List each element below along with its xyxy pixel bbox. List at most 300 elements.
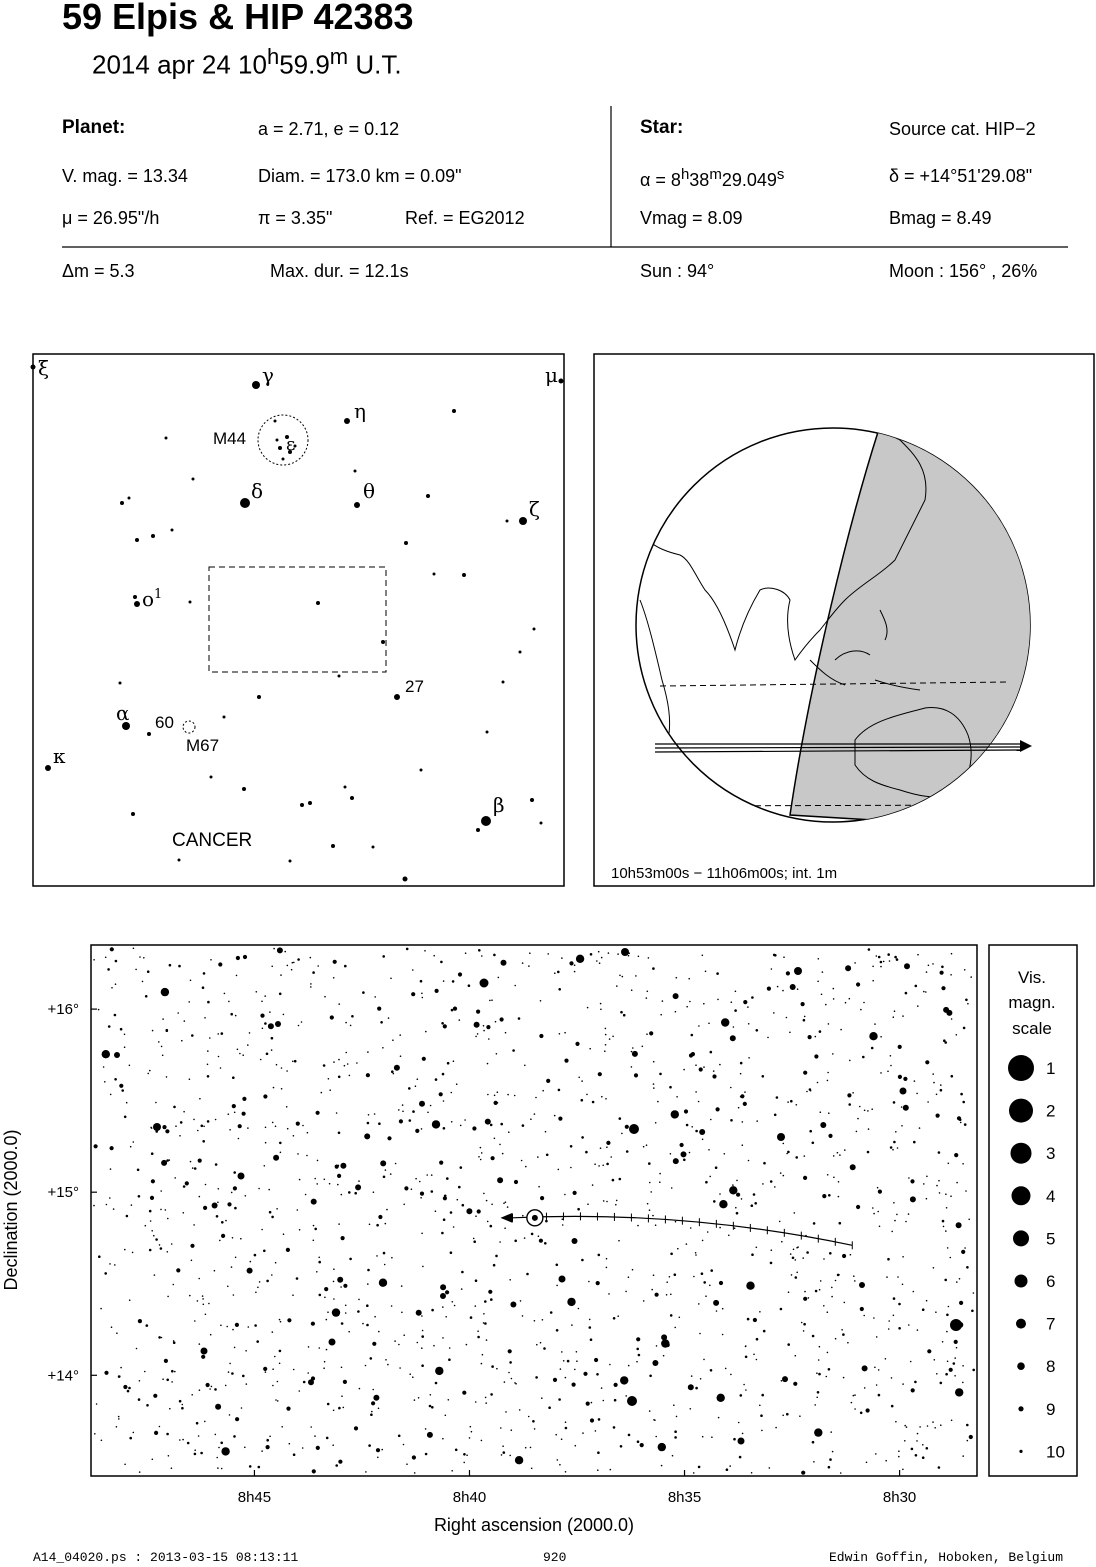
background-star <box>425 1453 428 1456</box>
background-star <box>957 1116 961 1120</box>
background-star <box>708 1023 710 1025</box>
background-star <box>634 1073 638 1077</box>
background-star <box>316 1111 320 1115</box>
background-star <box>598 1165 600 1167</box>
background-star <box>314 1228 317 1231</box>
background-star <box>435 1382 438 1385</box>
background-star <box>232 1329 234 1331</box>
background-star <box>271 1037 274 1040</box>
background-star <box>910 1179 914 1183</box>
background-star <box>710 1051 713 1054</box>
background-star <box>583 1372 587 1376</box>
background-star <box>392 1039 394 1041</box>
background-star <box>818 1429 820 1431</box>
background-star <box>965 1190 967 1192</box>
background-star <box>161 1337 163 1339</box>
background-star <box>783 1143 785 1145</box>
background-star <box>496 1368 498 1370</box>
background-star <box>337 1184 339 1186</box>
background-star <box>366 1304 369 1307</box>
background-star <box>818 1373 821 1376</box>
background-star <box>160 1209 162 1211</box>
background-star <box>729 1186 737 1194</box>
background-star <box>293 962 295 964</box>
background-star <box>370 1357 373 1360</box>
background-star <box>421 1347 423 1349</box>
legend-title-line-3: scale <box>1012 1019 1052 1038</box>
x-tick-label: 8h40 <box>452 1489 487 1506</box>
background-star <box>292 1294 294 1296</box>
background-star <box>569 961 573 965</box>
background-star <box>847 1093 851 1097</box>
track-direction-arrow <box>1020 740 1032 752</box>
background-star <box>138 1319 142 1323</box>
background-star <box>201 1125 204 1128</box>
background-star <box>382 1047 384 1049</box>
background-star <box>486 1339 488 1341</box>
legend-label: 10 <box>1046 1442 1065 1462</box>
background-star <box>113 1208 115 1210</box>
background-star <box>528 1416 530 1418</box>
background-star <box>283 1233 285 1235</box>
background-star <box>341 1395 343 1397</box>
background-star <box>338 1132 341 1135</box>
background-star <box>121 1089 124 1092</box>
background-star <box>258 1188 260 1190</box>
background-star <box>279 1350 282 1353</box>
background-star <box>225 1385 227 1387</box>
background-star <box>897 1147 899 1149</box>
background-star <box>867 1110 869 1112</box>
background-star <box>666 1294 668 1296</box>
background-star <box>217 1033 219 1035</box>
background-star <box>483 1193 485 1195</box>
background-star <box>820 1122 826 1128</box>
background-star <box>934 1427 936 1429</box>
background-star <box>394 1340 396 1342</box>
background-star <box>420 1197 422 1199</box>
background-star <box>647 991 649 993</box>
background-star <box>261 1229 263 1231</box>
background-star <box>614 1383 618 1387</box>
background-star <box>964 969 966 971</box>
background-star <box>149 1210 152 1213</box>
background-star <box>538 1235 540 1237</box>
background-star <box>124 1249 126 1251</box>
background-star <box>126 1215 129 1218</box>
background-star <box>560 1368 562 1370</box>
finder-star <box>133 595 137 599</box>
background-star <box>743 1000 747 1004</box>
background-star <box>183 1111 185 1113</box>
background-star <box>204 1421 206 1423</box>
background-star <box>431 1309 434 1312</box>
background-star <box>341 1367 343 1369</box>
background-star <box>868 948 871 951</box>
background-star <box>453 1226 455 1228</box>
background-star <box>565 1427 568 1430</box>
background-star <box>603 1200 605 1202</box>
planet-vmag: V. mag. = 13.34 <box>62 166 188 186</box>
background-star <box>370 1413 373 1416</box>
background-star <box>226 1326 228 1328</box>
background-star <box>303 1381 306 1384</box>
label-zeta: ζ <box>529 497 540 521</box>
background-star <box>372 1389 374 1391</box>
background-star <box>137 1169 140 1172</box>
background-star <box>454 1305 456 1307</box>
background-star <box>925 1060 929 1064</box>
background-star <box>564 1032 566 1034</box>
background-star <box>323 1367 325 1369</box>
background-star <box>969 1435 973 1439</box>
background-star <box>613 1317 616 1320</box>
background-star <box>188 1001 190 1003</box>
background-star <box>680 1143 684 1147</box>
background-star <box>578 1308 580 1310</box>
background-star <box>277 947 283 953</box>
background-star <box>770 1262 773 1265</box>
legend-dot <box>1011 1143 1032 1164</box>
background-star <box>739 1456 742 1459</box>
background-star <box>831 1287 833 1289</box>
background-star <box>722 1308 724 1310</box>
finder-star <box>308 801 312 805</box>
background-star <box>366 1073 370 1077</box>
background-star <box>691 1126 693 1128</box>
background-star <box>652 967 655 970</box>
background-star <box>440 961 443 964</box>
background-star <box>845 965 851 971</box>
background-star <box>120 1028 123 1031</box>
background-star <box>219 1240 221 1242</box>
background-star <box>235 1417 239 1421</box>
background-star <box>759 1405 761 1407</box>
background-star <box>616 985 618 987</box>
detail-axes <box>48 1001 917 1506</box>
background-star <box>717 999 719 1001</box>
background-star <box>426 1174 428 1176</box>
background-star <box>893 1315 895 1317</box>
background-star <box>702 1139 704 1141</box>
background-star <box>231 1372 234 1375</box>
background-star <box>954 1375 956 1377</box>
background-star <box>153 1235 155 1237</box>
background-star <box>652 1215 654 1217</box>
background-star <box>451 1121 453 1123</box>
finder-star <box>151 534 155 538</box>
finder-frame <box>33 354 564 886</box>
background-star <box>228 1113 230 1115</box>
background-star <box>118 1416 120 1418</box>
background-star <box>220 1067 222 1069</box>
label-eta: η <box>354 399 366 423</box>
background-star <box>759 1311 761 1313</box>
background-star <box>129 1065 131 1067</box>
background-star <box>951 1075 954 1078</box>
background-star <box>368 1444 371 1447</box>
background-star <box>124 1116 127 1119</box>
background-star <box>738 1107 740 1109</box>
background-star <box>676 1096 678 1098</box>
y-tick-label: +14° <box>47 1367 79 1385</box>
background-star <box>559 1464 561 1466</box>
finder-star <box>242 787 246 791</box>
background-star <box>286 1106 288 1108</box>
background-star <box>481 1152 483 1154</box>
background-star <box>941 966 944 969</box>
background-star <box>799 1415 801 1417</box>
background-star <box>887 1258 890 1261</box>
background-star <box>524 1237 526 1239</box>
background-star <box>412 969 414 971</box>
background-star <box>659 1173 661 1175</box>
background-star <box>959 1224 961 1226</box>
finder-star <box>344 418 350 424</box>
background-star <box>238 1124 242 1128</box>
background-star <box>143 957 145 959</box>
background-star <box>215 1163 218 1166</box>
background-star <box>458 1186 461 1189</box>
finder-star <box>433 573 436 576</box>
background-star <box>653 1083 655 1085</box>
background-star <box>483 1025 485 1027</box>
background-star <box>171 1381 173 1383</box>
finder-star <box>420 769 423 772</box>
background-star <box>364 1133 370 1139</box>
background-star <box>116 1332 118 1334</box>
background-star <box>477 1336 480 1339</box>
background-star <box>447 1062 450 1065</box>
background-star <box>594 1163 596 1165</box>
background-star <box>703 1281 706 1284</box>
background-star <box>786 971 790 975</box>
background-star <box>597 1451 600 1454</box>
background-star <box>932 1421 934 1423</box>
background-star <box>594 1358 598 1362</box>
background-star <box>860 1307 864 1311</box>
background-star <box>612 1179 615 1182</box>
background-star <box>559 1033 561 1035</box>
background-star <box>281 1426 283 1428</box>
background-star <box>820 1111 822 1113</box>
background-star <box>286 1070 288 1072</box>
background-star <box>385 1359 387 1361</box>
background-star <box>956 1034 958 1036</box>
background-star <box>486 1200 488 1202</box>
background-star <box>422 1330 424 1332</box>
background-star <box>173 1341 176 1344</box>
background-star <box>457 1199 459 1201</box>
background-star <box>857 1118 859 1120</box>
background-star <box>640 1443 644 1447</box>
background-star <box>948 1306 950 1308</box>
background-star <box>477 1330 479 1332</box>
background-star <box>378 1408 380 1410</box>
background-star <box>158 1041 160 1043</box>
background-star <box>689 1152 691 1154</box>
background-star <box>589 1048 591 1050</box>
background-star <box>943 1226 945 1228</box>
background-star <box>384 1264 386 1266</box>
background-star <box>341 1236 345 1240</box>
legend-dot <box>1019 1450 1022 1453</box>
background-star <box>297 1153 299 1155</box>
background-star <box>649 1031 653 1035</box>
background-star <box>716 1310 718 1312</box>
background-star <box>898 1045 902 1049</box>
background-star <box>926 1300 928 1302</box>
background-star <box>818 958 820 960</box>
background-star <box>827 1311 829 1313</box>
background-star <box>450 1251 453 1254</box>
background-star <box>653 1419 655 1421</box>
background-star <box>403 1334 405 1336</box>
background-star <box>789 1032 791 1034</box>
finder-star <box>240 498 250 508</box>
background-star <box>477 1209 481 1213</box>
background-star <box>887 1071 889 1073</box>
background-star <box>111 1326 113 1328</box>
background-star <box>344 965 347 968</box>
background-star <box>788 1291 790 1293</box>
background-star <box>840 1029 842 1031</box>
background-star <box>328 1078 330 1080</box>
background-star <box>809 1088 812 1091</box>
background-star <box>367 1269 370 1272</box>
background-star <box>950 974 952 976</box>
background-star <box>710 1369 713 1372</box>
background-star <box>171 1467 173 1469</box>
background-star <box>500 1123 503 1126</box>
background-star <box>494 1101 498 1105</box>
background-star <box>337 1174 341 1178</box>
background-star <box>306 1155 308 1157</box>
background-star <box>605 1028 607 1030</box>
background-star <box>266 1053 269 1056</box>
background-star <box>878 1369 880 1371</box>
legend-label: 1 <box>1046 1059 1056 1078</box>
background-star <box>835 1338 837 1340</box>
background-star <box>507 1206 509 1208</box>
background-star <box>875 1453 877 1455</box>
background-star <box>221 1234 225 1238</box>
background-star <box>561 1351 563 1353</box>
background-star <box>863 1002 865 1004</box>
legend-dot <box>1009 1099 1033 1123</box>
background-star <box>343 1407 345 1409</box>
background-star <box>228 1371 230 1373</box>
background-star <box>265 1127 267 1129</box>
background-star <box>620 1011 623 1014</box>
background-star <box>819 1346 821 1348</box>
background-star <box>341 1194 343 1196</box>
background-star <box>333 1061 335 1063</box>
background-star <box>367 1051 369 1053</box>
background-star <box>350 1025 352 1027</box>
finder-star <box>189 601 192 604</box>
background-star <box>606 1163 609 1166</box>
background-star <box>787 1151 790 1154</box>
globe-caption: 10h53m00s − 11h06m00s; int. 1m <box>611 865 838 882</box>
background-star <box>944 1041 947 1044</box>
background-star <box>790 1253 792 1255</box>
background-star <box>845 1002 847 1004</box>
bright-star <box>201 1348 208 1355</box>
background-star <box>261 1001 263 1003</box>
background-star <box>927 1349 931 1353</box>
background-star <box>269 1211 272 1214</box>
background-star <box>216 1457 218 1459</box>
background-star <box>126 1102 128 1104</box>
background-star <box>203 1206 207 1210</box>
background-star <box>310 986 312 988</box>
background-star <box>302 1125 304 1127</box>
background-star <box>852 1092 854 1094</box>
background-star <box>902 1015 904 1017</box>
background-star <box>258 1466 261 1469</box>
background-star <box>557 971 560 974</box>
background-star <box>202 1295 204 1297</box>
planet-motion: μ = 26.95"/h <box>62 208 160 228</box>
background-star <box>233 1294 235 1296</box>
background-star <box>541 1397 543 1399</box>
background-star <box>368 1114 370 1116</box>
star-dec: δ = +14°51'29.08" <box>889 166 1033 186</box>
background-star <box>684 1109 688 1113</box>
background-star <box>190 1161 192 1163</box>
background-star <box>461 1271 464 1274</box>
background-star <box>497 1177 503 1183</box>
background-star <box>816 1372 818 1374</box>
background-star <box>495 1021 497 1023</box>
background-star <box>138 1195 141 1198</box>
background-star <box>769 1467 771 1469</box>
background-star <box>402 1104 404 1106</box>
background-star <box>324 1179 326 1181</box>
background-star <box>206 1383 210 1387</box>
background-star <box>246 1383 248 1385</box>
background-star <box>401 1285 403 1287</box>
background-star <box>409 1373 411 1375</box>
background-star <box>460 1166 463 1169</box>
background-star <box>669 1086 672 1089</box>
background-star <box>373 1191 375 1193</box>
background-star <box>726 1468 729 1471</box>
background-star <box>610 1469 612 1471</box>
detail-chart <box>1 945 977 1535</box>
background-star <box>184 1020 186 1022</box>
background-star <box>502 1445 504 1447</box>
background-star <box>505 1201 507 1203</box>
background-star <box>185 1181 189 1185</box>
background-star <box>587 1007 589 1009</box>
background-star <box>498 977 500 979</box>
background-star <box>194 1320 196 1322</box>
background-star <box>938 1466 941 1469</box>
background-star <box>719 1193 721 1195</box>
background-star <box>345 1312 347 1314</box>
background-star <box>133 1141 135 1143</box>
background-star <box>530 1447 532 1449</box>
planet-diameter: Diam. = 173.0 km = 0.09" <box>258 166 462 186</box>
background-star <box>179 1135 181 1137</box>
background-star <box>817 1082 819 1084</box>
background-star <box>822 971 824 973</box>
background-star <box>514 985 516 987</box>
background-star <box>162 1018 164 1020</box>
background-star <box>119 1084 123 1088</box>
